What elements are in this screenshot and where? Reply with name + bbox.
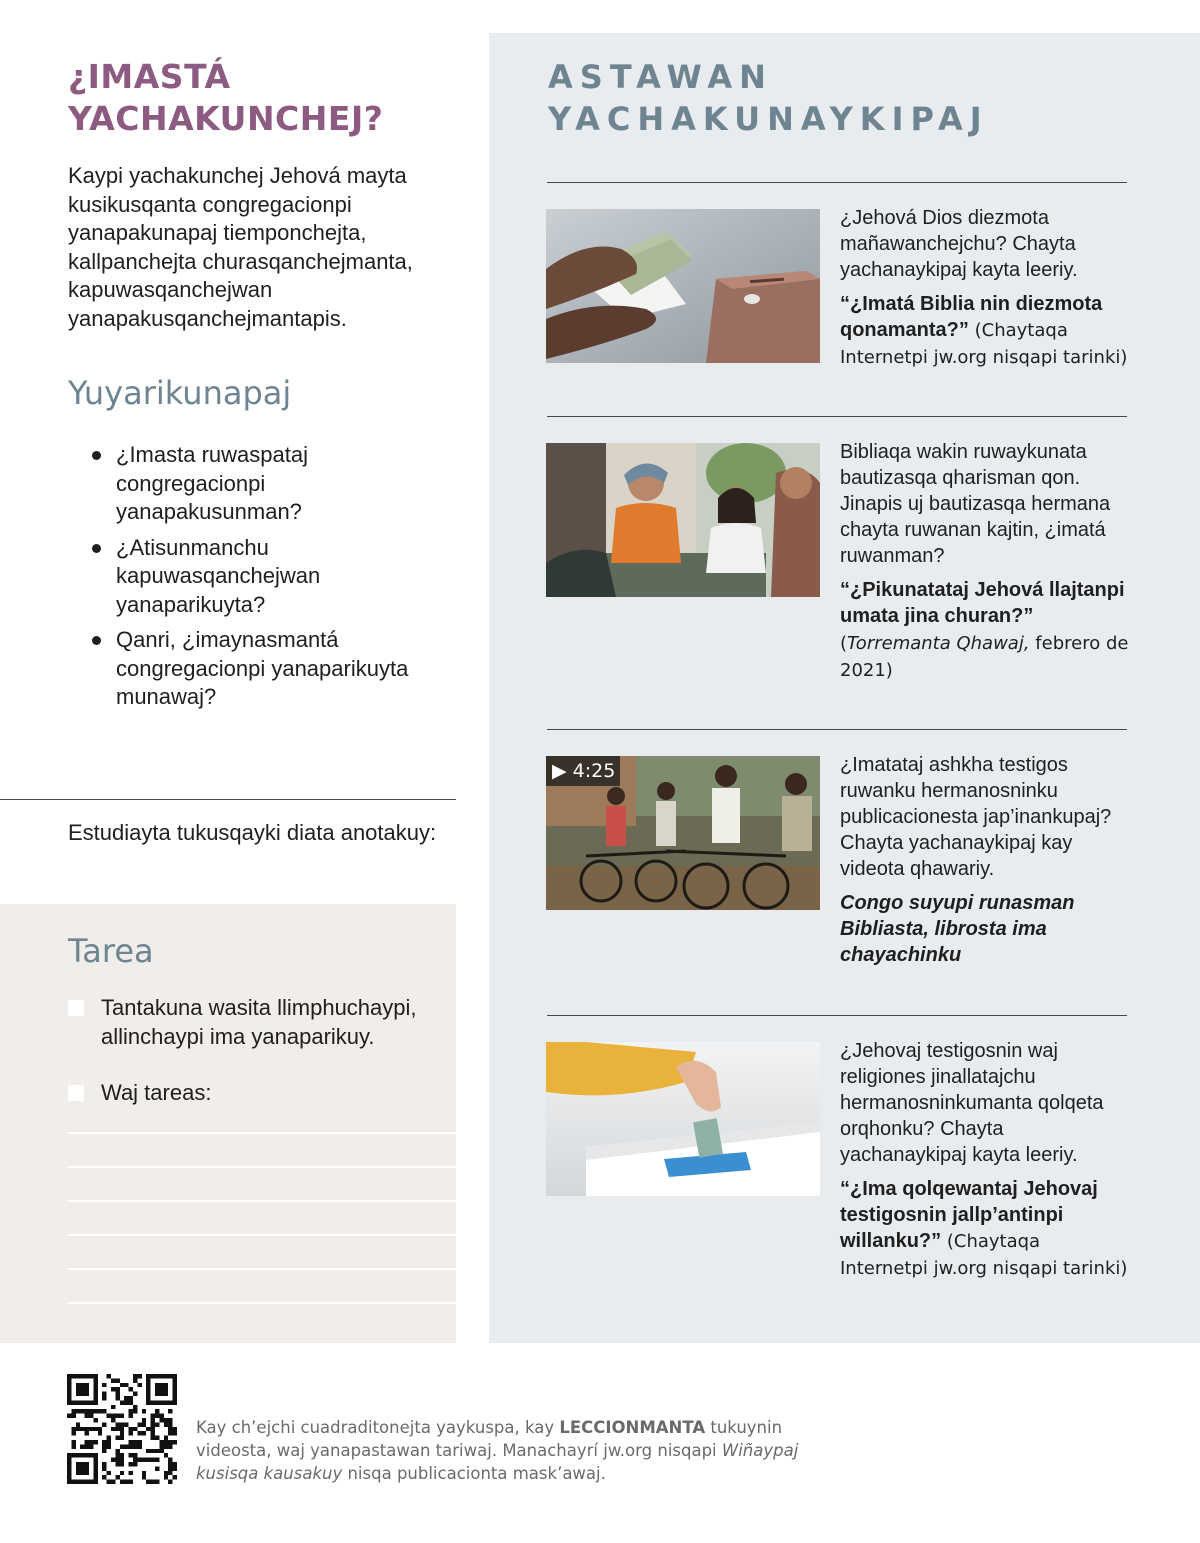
play-icon: ▶ bbox=[552, 760, 567, 782]
item-reference-title: “¿Pikunatataj Jehová llajtanpi umata jina churan?” bbox=[840, 579, 1125, 627]
footer-text-lesson: LECCIONMANTA bbox=[559, 1418, 706, 1437]
review-item bbox=[92, 534, 452, 620]
item-reference-source: (Chaytaqa Internetpi jw.org nisqapi tarinki) bbox=[840, 1231, 1128, 1279]
writing-line[interactable] bbox=[68, 1166, 456, 1168]
divider bbox=[547, 729, 1127, 730]
homework-task bbox=[68, 994, 448, 1051]
item-reference-source: (Chaytaqa Internetpi jw.org nisqapi tarinki) bbox=[840, 320, 1128, 368]
bullet-icon bbox=[92, 636, 101, 645]
bullet-icon bbox=[92, 451, 101, 460]
review-heading: Yuyarikunapaj bbox=[68, 374, 292, 412]
item-reference-publication: Torremanta Qhawaj, bbox=[847, 633, 1030, 654]
learn-more-title-line1: ASTAWAN bbox=[548, 58, 773, 96]
women-study-image[interactable] bbox=[546, 443, 820, 597]
item-reference-title: “¿Ima qolqewantaj Jehovaj testigosnin jallp’antinpi willanku?” bbox=[840, 1178, 1098, 1252]
writing-line[interactable] bbox=[68, 1132, 456, 1134]
divider bbox=[547, 182, 1127, 183]
review-item-text: Qanri, ¿imaynasmantá congregacionpi yanaparikuyta munawaj? bbox=[116, 627, 409, 709]
homework-heading: Tarea bbox=[68, 932, 154, 970]
writing-line[interactable] bbox=[68, 1234, 456, 1236]
video-duration: 4:25 bbox=[572, 760, 616, 782]
learn-more-item bbox=[840, 439, 1130, 684]
item-question: ¿Imatataj ashkha testigos ruwanku hermanosninku publicacionesta jap’inankupaj? Chayta yachanaykipaj kay videota qhawariy. bbox=[840, 754, 1112, 880]
item-reference[interactable] bbox=[840, 291, 1130, 371]
item-video-title[interactable]: Congo suyupi runasman Bibliasta, librosta ima chayachinku bbox=[840, 892, 1075, 966]
item-reference[interactable] bbox=[840, 1176, 1130, 1282]
checkbox[interactable] bbox=[68, 1085, 84, 1101]
review-list bbox=[92, 441, 452, 719]
learn-more-title bbox=[548, 56, 1148, 140]
donation-slot-image[interactable] bbox=[546, 1042, 820, 1196]
footer-note bbox=[196, 1416, 816, 1485]
learn-more-item bbox=[840, 752, 1130, 968]
item-reference-open: ( bbox=[840, 633, 848, 654]
item-question: ¿Jehová Dios diezmota mañawanchejchu? Chayta yachanaykipaj kayta leeriy. bbox=[840, 207, 1078, 281]
learn-more-title-line2: YACHAKUNAYKIPAJ bbox=[548, 100, 989, 138]
writing-line[interactable] bbox=[68, 1268, 456, 1270]
checkbox[interactable] bbox=[68, 1000, 84, 1016]
qr-code-icon[interactable] bbox=[67, 1374, 177, 1484]
video-duration-badge bbox=[546, 756, 620, 786]
item-reference-date: febrero de 2021) bbox=[840, 633, 1129, 681]
homework-task-text: Waj tareas: bbox=[101, 1080, 212, 1105]
lesson-title bbox=[68, 56, 448, 140]
writing-line[interactable] bbox=[68, 1302, 456, 1304]
learn-more-item bbox=[840, 1038, 1130, 1282]
footer-text-part1: Kay ch’ejchi cuadraditonejta yaykuspa, kay bbox=[196, 1418, 560, 1437]
review-item bbox=[92, 626, 452, 712]
intro-paragraph: Kaypi yachakunchej Jehová mayta kusikusqanta congregacionpi yanapakunapaj tiemponchejta, kallpanchejta churasqanchejmanta, kapuwasqanchejwan yanapakusqanchejmantapis. bbox=[68, 163, 413, 331]
review-item bbox=[92, 441, 452, 527]
tithe-box-image[interactable] bbox=[546, 209, 820, 363]
homework-task bbox=[68, 1079, 448, 1108]
footer-text-part3: nisqa publicacionta mask’awaj. bbox=[342, 1464, 606, 1483]
footer-text-publication: Wiñaypaj kusisqa kausakuy bbox=[196, 1441, 799, 1483]
writing-line[interactable] bbox=[68, 1200, 456, 1202]
bullet-icon bbox=[92, 544, 101, 553]
congo-bicycles-video-thumbnail[interactable] bbox=[546, 756, 820, 910]
lesson-title-line1: ¿IMASTÁ bbox=[68, 57, 231, 96]
divider bbox=[547, 1015, 1127, 1016]
review-item-text: ¿Atisunmanchu kapuwasqanchejwan yanaparikuyta? bbox=[116, 534, 321, 617]
homework-box bbox=[0, 904, 456, 1343]
learn-more-item bbox=[840, 205, 1130, 371]
footer-text-part2: tukuynin videosta, waj yanapastawan tariwaj. Manachayrí jw.org nisqapi bbox=[196, 1418, 783, 1460]
review-item-text: ¿Imasta ruwaspataj congregacionpi yanapakusunman? bbox=[116, 442, 308, 524]
item-question: Bibliaqa wakin ruwaykunata bautizasqa qharisman qon. Jinapis uj bautizasqa hermana chayta ruwanan kajtin, ¿imatá ruwanman? bbox=[840, 441, 1111, 567]
lesson-title-line2: YACHAKUNCHEJ? bbox=[68, 99, 384, 138]
item-question: ¿Jehovaj testigosnin waj religiones jinallatajchu hermanosninkumanta qolqeta orqhonku? Chayta yachanaykipaj kayta leeriy. bbox=[840, 1040, 1104, 1166]
homework-task-text: Tantakuna wasita llimphuchaypi, allinchaypi ima yanaparikuy. bbox=[101, 995, 417, 1049]
divider bbox=[0, 799, 456, 800]
item-reference-title: “¿Imatá Biblia nin diezmota qonamanta?” bbox=[840, 293, 1103, 341]
item-reference[interactable] bbox=[840, 577, 1130, 684]
divider bbox=[547, 416, 1127, 417]
study-date-label: Estudiayta tukusqayki diata anotakuy: bbox=[68, 820, 437, 845]
